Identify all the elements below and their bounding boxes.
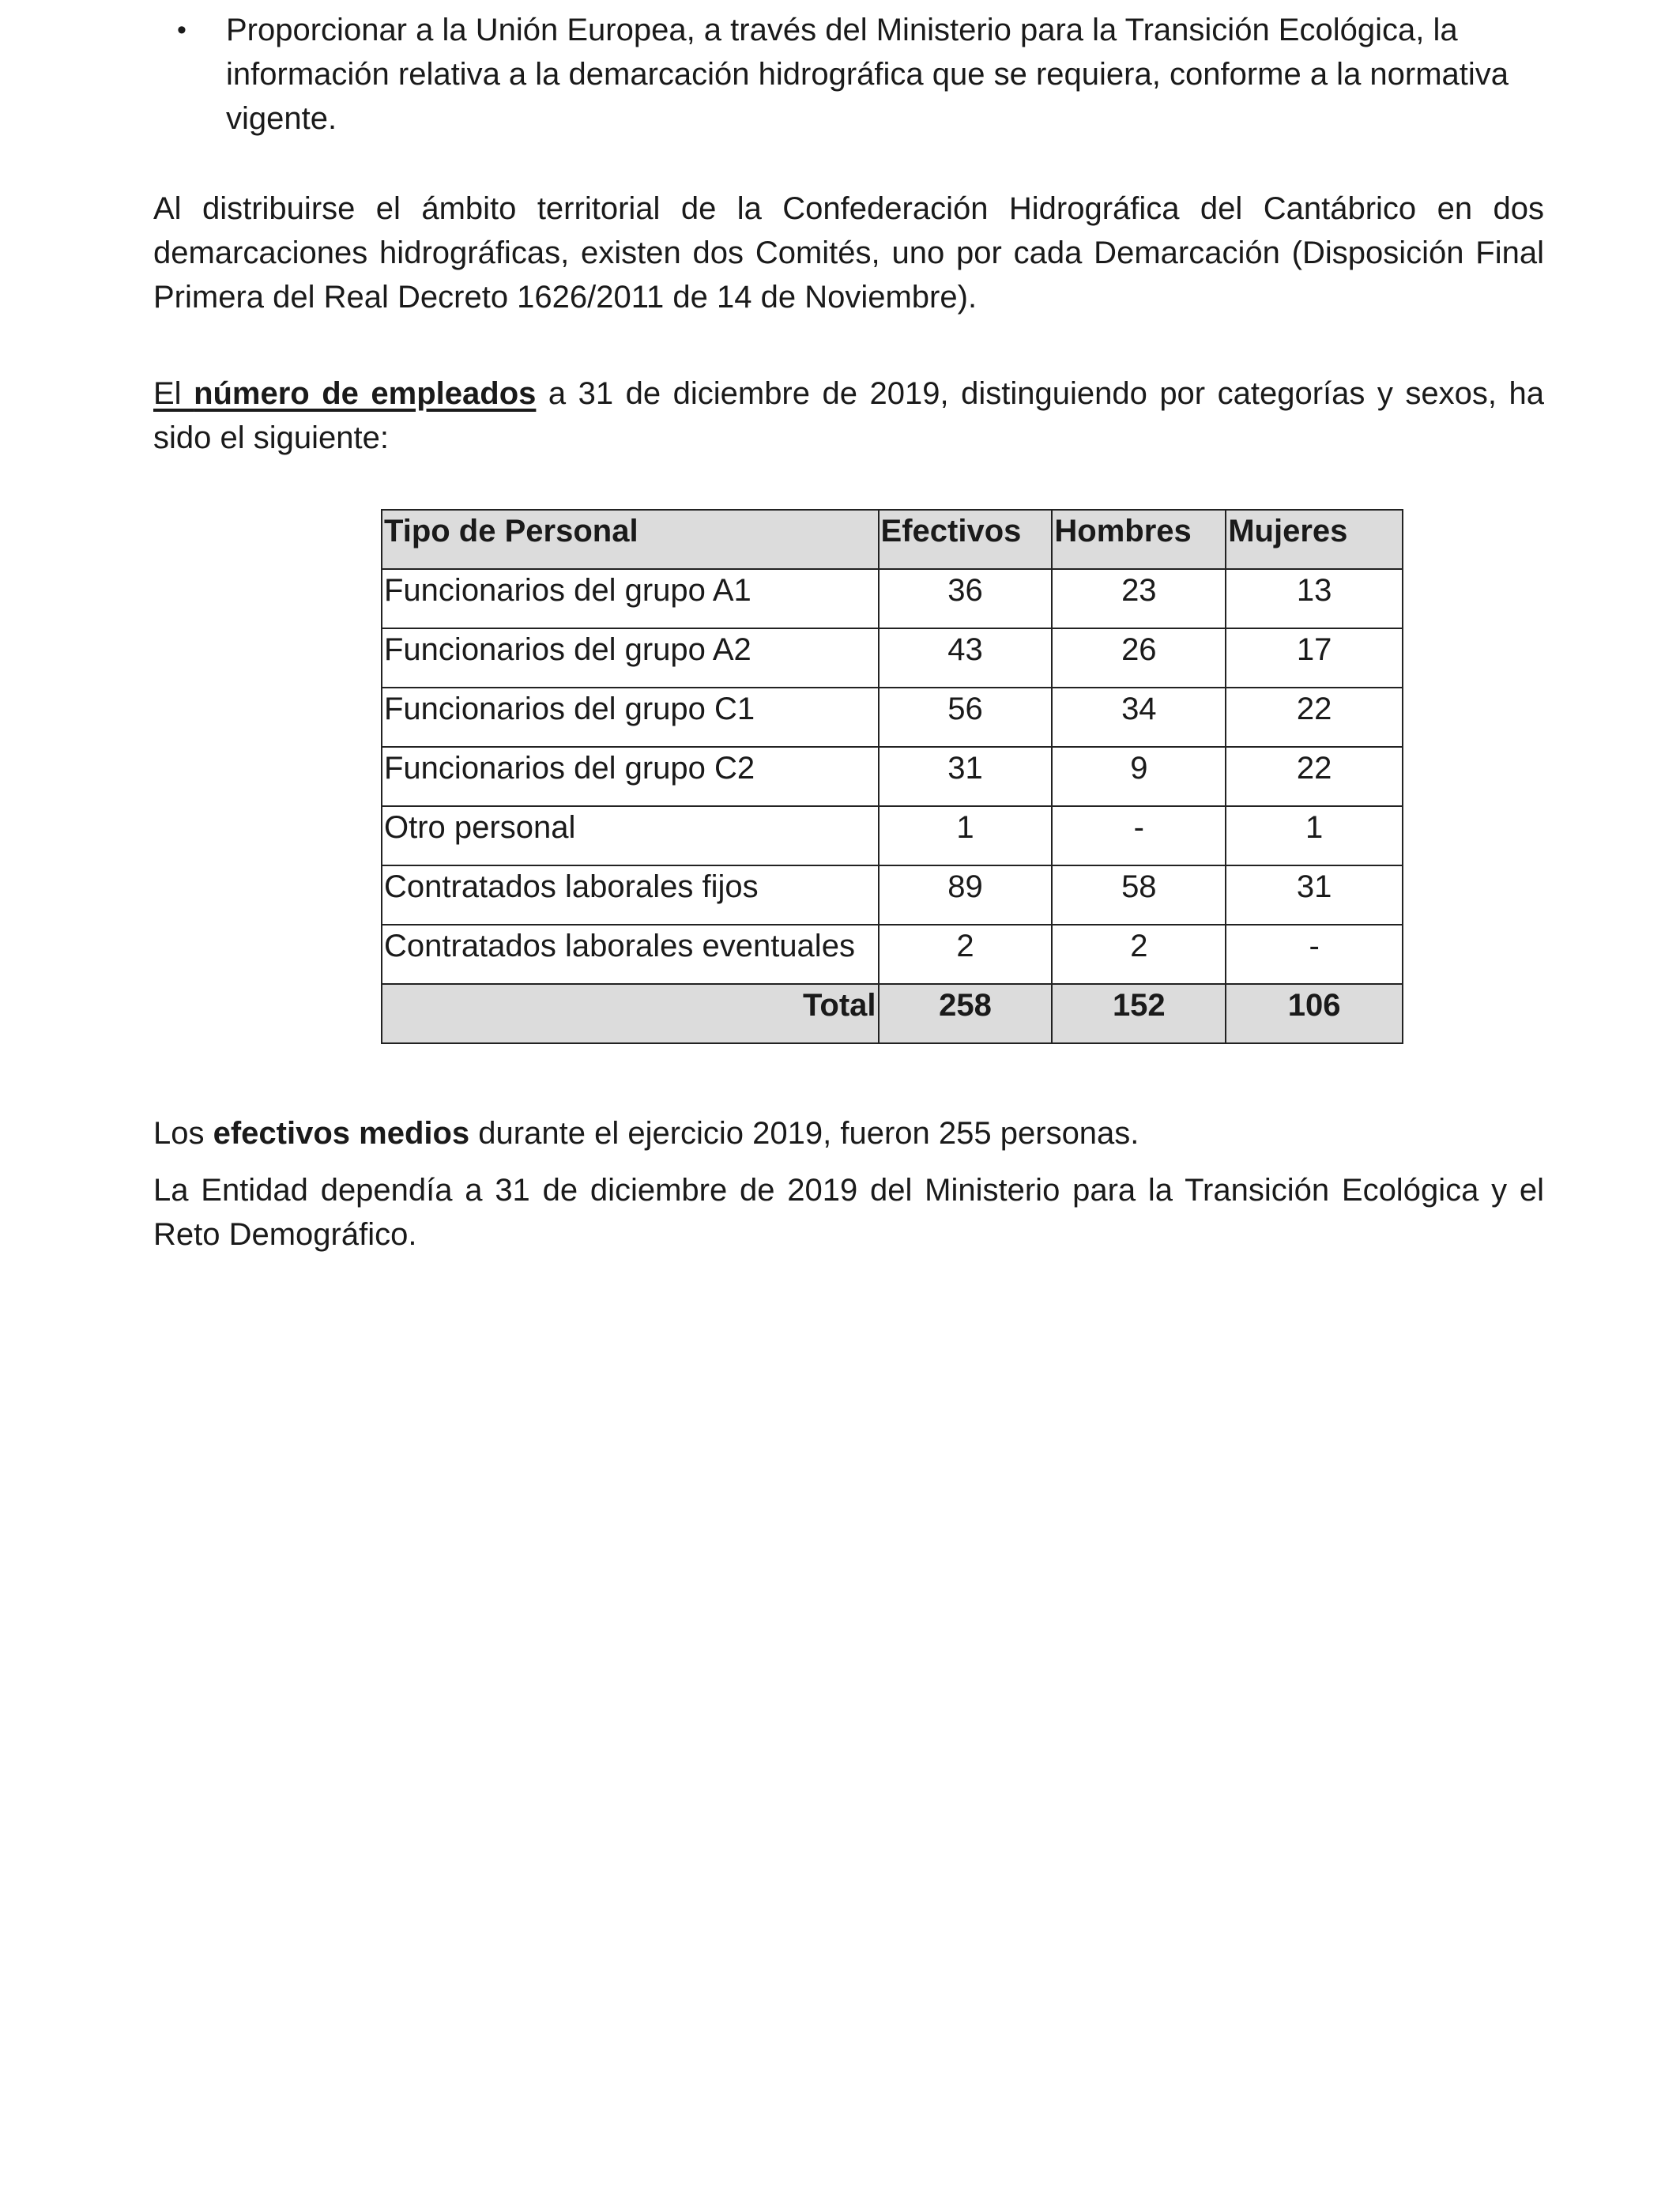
table-total-row — [382, 984, 1403, 1043]
cell-hombres: 9 — [1052, 747, 1226, 806]
cell-tipo: Otro personal — [382, 806, 879, 865]
cell-tipo: Funcionarios del grupo A1 — [382, 569, 879, 628]
staff-table — [381, 509, 1403, 1044]
table-header-row — [382, 510, 1403, 569]
cell-mujeres: - — [1226, 925, 1403, 984]
cell-mujeres: 1 — [1226, 806, 1403, 865]
cell-efectivos: 31 — [879, 747, 1053, 806]
bullet-mark: • — [177, 15, 186, 45]
total-hombres: 152 — [1052, 984, 1226, 1043]
cell-hombres: 2 — [1052, 925, 1226, 984]
cell-hombres: 34 — [1052, 688, 1226, 747]
table-row — [382, 628, 1403, 688]
header-efectivos: Efectivos — [879, 510, 1053, 569]
cell-efectivos: 2 — [879, 925, 1053, 984]
table-row — [382, 806, 1403, 865]
paragraph-efectivos-pre: Los — [153, 1116, 213, 1151]
table-row — [382, 688, 1403, 747]
cell-hombres: - — [1052, 806, 1226, 865]
cell-mujeres: 22 — [1226, 688, 1403, 747]
paragraph-dependencia: La Entidad dependía a 31 de diciembre de 2019 del Ministerio para la Transición Ecológica y el Reto Demográfico. — [153, 1173, 1544, 1252]
cell-efectivos: 89 — [879, 865, 1053, 925]
bullet-text: Proporcionar a la Unión Europea, a través del Ministerio para la Transición Ecológica, la información relativa a la demarcación hidrográfica que se requiera, conforme a la normativa vigente. — [226, 13, 1509, 136]
table-row — [382, 925, 1403, 984]
cell-efectivos: 56 — [879, 688, 1053, 747]
header-hombres: Hombres — [1052, 510, 1226, 569]
total-mujeres: 106 — [1226, 984, 1403, 1043]
header-tipo: Tipo de Personal — [382, 510, 879, 569]
paragraph-efectivos-bold: efectivos medios — [213, 1116, 470, 1151]
total-efectivos: 258 — [879, 984, 1053, 1043]
cell-mujeres: 17 — [1226, 628, 1403, 688]
total-label: Total — [382, 984, 879, 1043]
cell-efectivos: 36 — [879, 569, 1053, 628]
table-row — [382, 865, 1403, 925]
cell-efectivos: 43 — [879, 628, 1053, 688]
paragraph-empleados-post: a 31 de diciembre de 2019, distinguiendo por categorías y sexos, ha sido el siguiente: — [153, 376, 1544, 455]
table-row — [382, 747, 1403, 806]
paragraph-empleados-pre: El — [153, 376, 194, 411]
cell-tipo: Funcionarios del grupo C2 — [382, 747, 879, 806]
cell-hombres: 58 — [1052, 865, 1226, 925]
bullet-item — [153, 8, 1568, 141]
paragraph-efectivos-medios — [153, 1111, 1544, 1155]
cell-tipo: Contratados laborales eventuales — [382, 925, 879, 984]
header-mujeres: Mujeres — [1226, 510, 1403, 569]
cell-mujeres: 22 — [1226, 747, 1403, 806]
table-row — [382, 569, 1403, 628]
cell-efectivos: 1 — [879, 806, 1053, 865]
cell-mujeres: 31 — [1226, 865, 1403, 925]
paragraph-efectivos-post: durante el ejercicio 2019, fueron 255 personas. — [469, 1116, 1139, 1151]
paragraph-demarcaciones: Al distribuirse el ámbito territorial de la Confederación Hidrográfica del Cantábrico en dos demarcaciones hidrográficas, existen dos Comités, uno por cada Demarcación (Disposición Final Primera del Real Decreto 1626/2011 de 14 de Noviembre). — [153, 191, 1544, 315]
cell-mujeres: 13 — [1226, 569, 1403, 628]
paragraph-empleados — [153, 371, 1544, 460]
cell-tipo: Funcionarios del grupo C1 — [382, 688, 879, 747]
cell-tipo: Contratados laborales fijos — [382, 865, 879, 925]
cell-hombres: 26 — [1052, 628, 1226, 688]
cell-tipo: Funcionarios del grupo A2 — [382, 628, 879, 688]
paragraph-empleados-bold: número de empleados — [194, 376, 537, 411]
cell-hombres: 23 — [1052, 569, 1226, 628]
